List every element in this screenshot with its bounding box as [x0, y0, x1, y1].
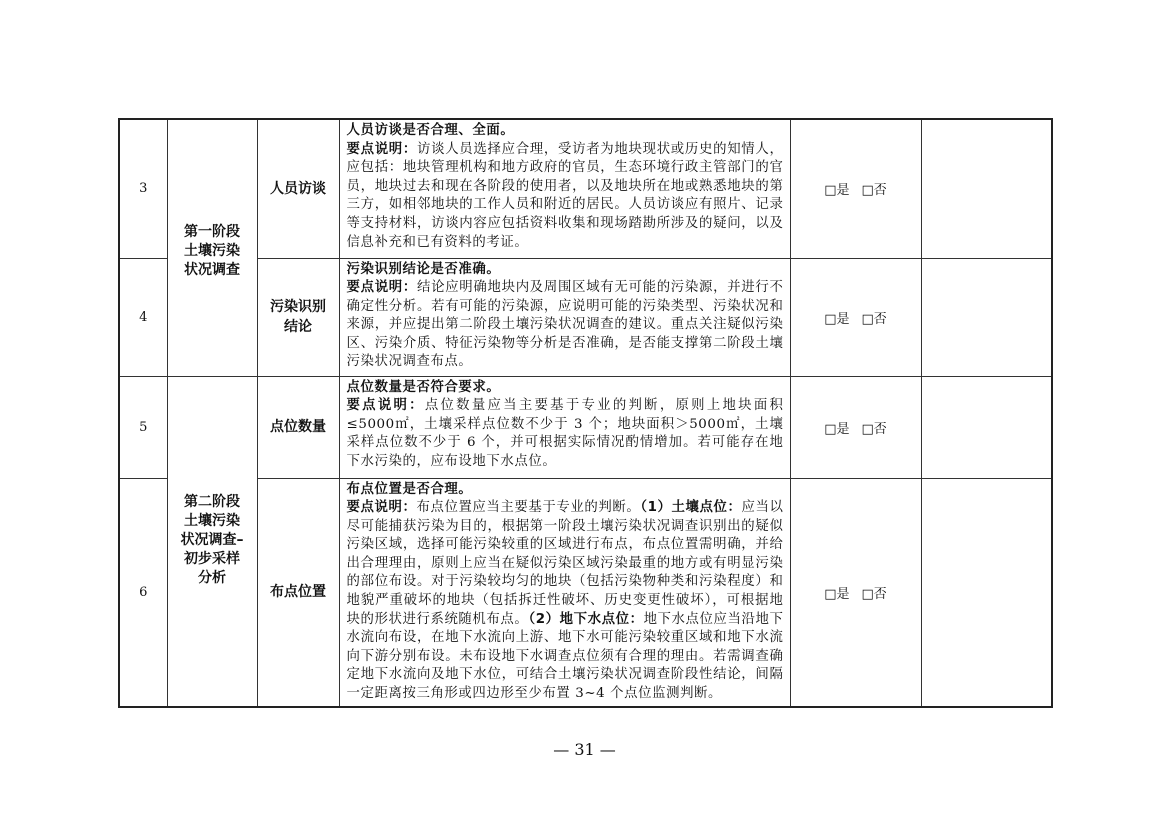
item-name: 布点位置	[257, 478, 339, 707]
row-number: 5	[119, 376, 167, 478]
item-name: 人员访谈	[257, 119, 339, 258]
row-number: 6	[119, 478, 167, 707]
groundwater-points-text: 地下水点位应当沿地下水流向布设，在地下水流向上游、地下水可能污染较重区域和地下水流向下游分别布设。未布设地下水调查点位须有合理的理由。若需调查确定地下水流向及地下水位，可结合土壤污染状况调查阶段性结论，间隔一定距离按三角形或四边形至少布置 3~4 个点位监测判断。	[346, 611, 784, 702]
key-points-label: 要点说明：	[346, 280, 417, 296]
stage-cell	[167, 376, 257, 707]
review-table	[118, 118, 1053, 708]
item-question: 布点位置是否合理。	[346, 481, 473, 497]
soil-points-label: （1）土壤点位：	[640, 500, 742, 516]
no-checkbox[interactable]: □否	[861, 311, 887, 327]
key-points-text: 布点位置应当主要基于专业的判断。	[416, 500, 641, 516]
row-number: 4	[119, 258, 167, 376]
yes-checkbox[interactable]: □是	[824, 183, 850, 199]
remarks-cell[interactable]	[921, 119, 1052, 258]
yes-no-cell	[790, 119, 921, 258]
key-points-text: 结论应明确地块内及周围区域有无可能的污染源，并进行不确定性分析。若有可能的污染源，应说明可能的污染类型、污染状况和来源，并应提出第二阶段土壤污染状况调查的建议。重点关注疑似污染区、污染介质、特征污染物等分析是否准确，是否能支撑第二阶段土壤污染状况调查布点。	[346, 280, 784, 370]
yes-no-cell	[790, 376, 921, 478]
content-cell	[339, 119, 790, 258]
content-cell	[339, 478, 790, 707]
yes-checkbox[interactable]: □是	[824, 311, 850, 327]
content-cell	[339, 258, 790, 376]
stage-line: 土壤污染	[184, 512, 240, 529]
no-checkbox[interactable]: □否	[861, 183, 887, 199]
remarks-cell[interactable]	[921, 478, 1052, 707]
key-points-label: 要点说明：	[346, 500, 417, 516]
key-points-text: 访谈人员选择应合理，受访者为地块现状或历史的知情人，应包括：地块管理机构和地方政府的官员，生态环境行政主管部门的官员，地块过去和现在各阶段的使用者，以及地块所在地或熟悉地块的第三方，如相邻地块的工作人员和附近的居民。人员访谈应有照片、记录等支持材料，访谈内容应包括资料收集和现场踏勘所涉及的疑问，以及信息补充和已有资料的考证。	[346, 141, 784, 250]
stage-line: 第二阶段	[184, 493, 240, 510]
item-name-line: 污染识别	[270, 299, 326, 315]
content-cell	[339, 376, 790, 478]
table-row	[119, 478, 1052, 707]
table-row	[119, 119, 1052, 258]
item-name: 点位数量	[257, 376, 339, 478]
item-name	[257, 258, 339, 376]
item-question: 点位数量是否符合要求。	[346, 379, 501, 395]
key-points-label: 要点说明：	[346, 398, 425, 414]
item-question: 人员访谈是否合理、全面。	[346, 123, 515, 138]
no-checkbox[interactable]: □否	[861, 421, 887, 437]
row-number: 3	[119, 119, 167, 258]
key-points-label: 要点说明：	[346, 141, 417, 157]
table-row	[119, 376, 1052, 478]
yes-checkbox[interactable]: □是	[824, 421, 850, 437]
item-name-line: 结论	[284, 319, 312, 335]
yes-no-cell	[790, 258, 921, 376]
soil-points-text: 应当以尽可能捕获污染为目的，根据第一阶段土壤污染状况调查识别出的疑似污染区域，选择可能污染较重的区域进行布点，布点位置需明确，并给出合理理由，原则上应当在疑似污染区域污染最重的地方或有明显污染的部位布设。对于污染较均匀的地块（包括污染物种类和污染程度）和地貌严重破坏的地块（包括拆迁性破坏、历史变更性破坏），可根据地块的形状进行系统随机布点。	[346, 500, 784, 627]
stage-line: 状况调查–	[180, 531, 244, 548]
stage-line: 分析	[198, 569, 226, 586]
no-checkbox[interactable]: □否	[861, 586, 887, 602]
item-question: 污染识别结论是否准确。	[346, 261, 501, 277]
stage-line: 土壤污染	[184, 243, 240, 260]
stage-line: 第一阶段	[184, 224, 240, 241]
remarks-cell[interactable]	[921, 376, 1052, 478]
remarks-cell[interactable]	[921, 258, 1052, 376]
table-row	[119, 258, 1052, 376]
stage-line: 状况调查	[184, 262, 240, 279]
key-points-text: 点位数量应当主要基于专业的判断，原则上地块面积≤5000㎡，土壤采样点位数不少于 3 个；地块面积＞5000㎡，土壤采样点位数不少于 6 个，并可根据实际情况酌情增加。若可能存在地下水污染的，应布设地下水点位。	[346, 398, 784, 469]
yes-checkbox[interactable]: □是	[824, 586, 850, 602]
yes-no-cell	[790, 478, 921, 707]
stage-cell	[167, 119, 257, 376]
stage-line: 初步采样	[184, 550, 240, 567]
groundwater-points-label: （2）地下水点位：	[528, 611, 644, 627]
page-number: — 31 —	[553, 740, 616, 759]
